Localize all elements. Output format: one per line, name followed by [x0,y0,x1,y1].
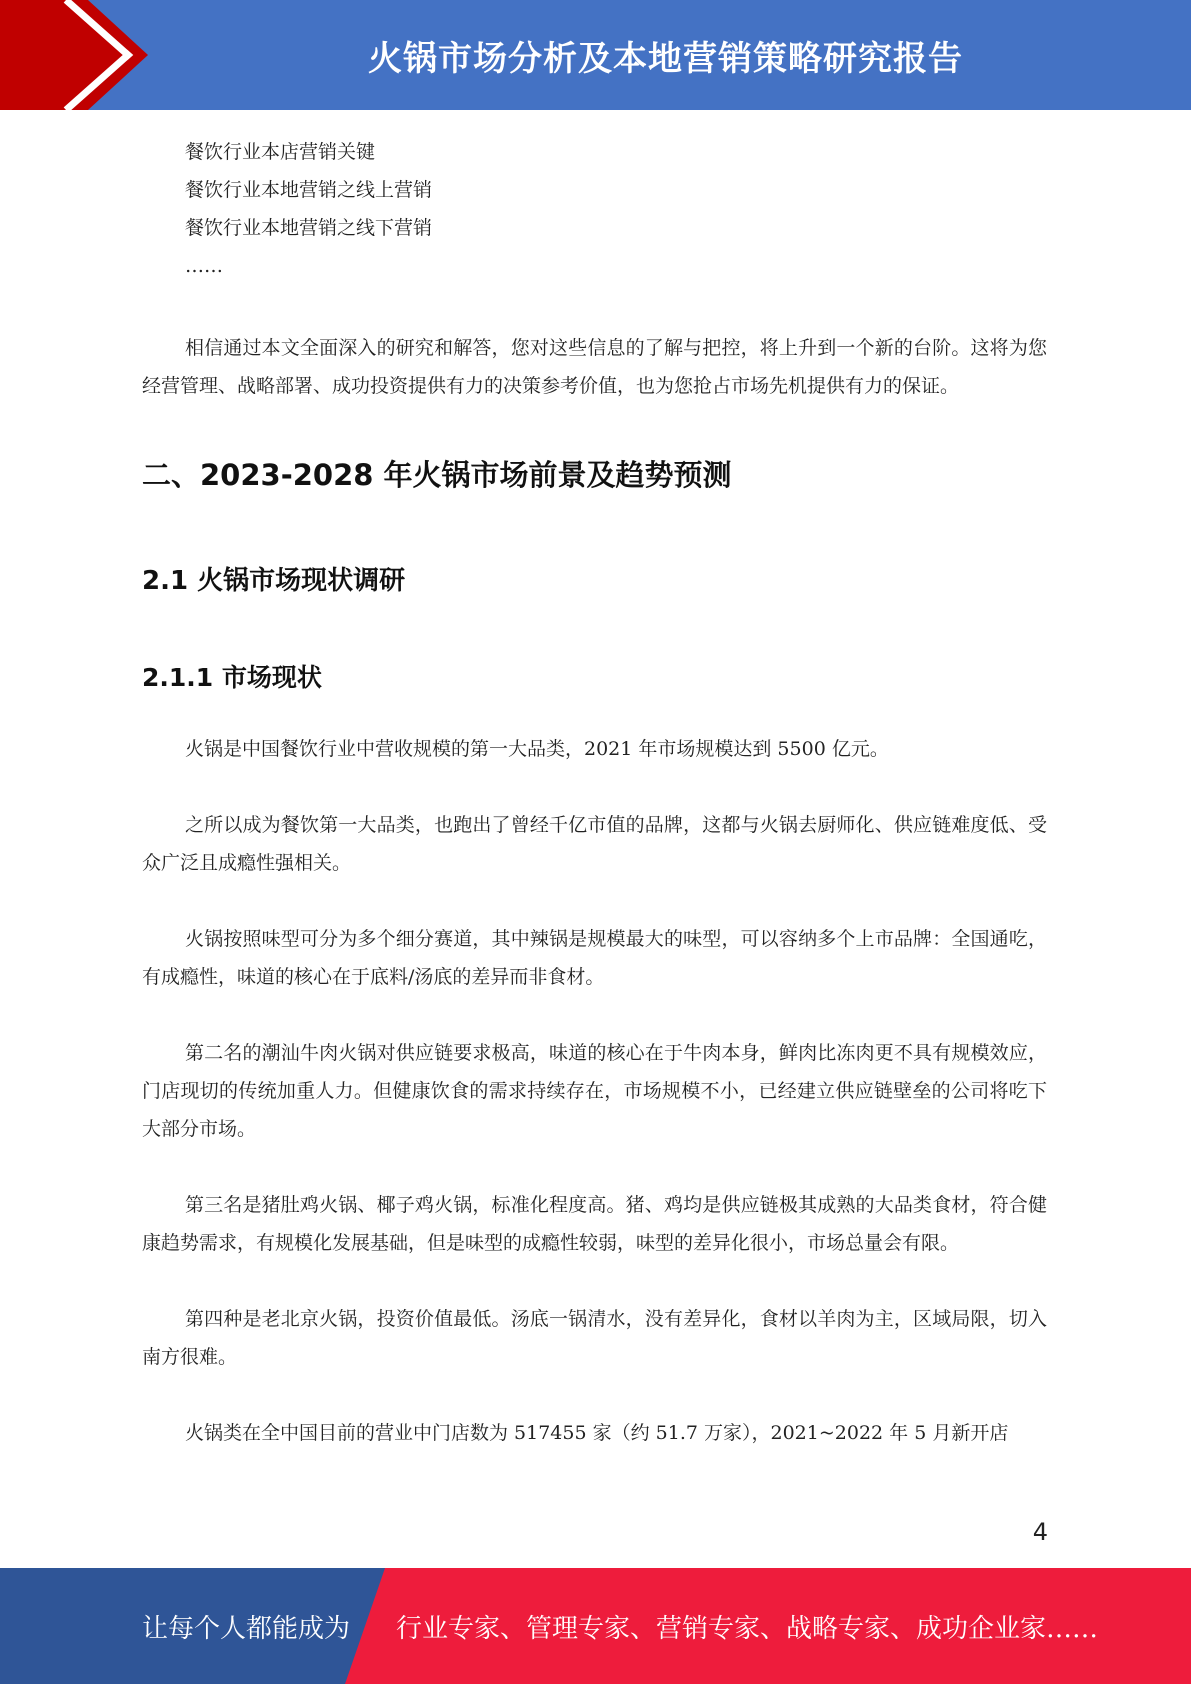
list-item: 餐饮行业本地营销之线上营销 [185,179,433,201]
intro-paragraph: 相信通过本文全面深入的研究和解答，您对这些信息的了解与把控，将上升到一个新的台阶。这将为您经营管理、战略部署、成功投资提供有力的决策参考价值，也为您抢占市场先机提供有力的保证。 [142,337,1047,397]
page-footer [0,1568,1191,1684]
paragraph: 火锅是中国餐饮行业中营收规模的第一大品类，2021 年市场规模达到 5500 亿元。 [185,738,889,760]
report-title: 火锅市场分析及本地营销策略研究报告 [368,38,963,79]
list-item: 餐饮行业本店营销关键 [185,141,376,163]
section-title: 二、2023-2028 年火锅市场前景及趋势预测 [142,458,732,492]
paragraph: 之所以成为餐饮第一大品类，也跑出了曾经千亿市值的品牌，这都与火锅去厨师化、供应链难度低、受众广泛且成瘾性强相关。 [142,814,1047,874]
page-header [0,0,1191,110]
list-item-ellipsis: …… [185,255,223,277]
subsubsection-title: 2.1.1 市场现状 [142,663,322,692]
list-item: 餐饮行业本地营销之线下营销 [185,217,433,239]
paragraph: 第四种是老北京火锅，投资价值最低。汤底一锅清水，没有差异化，食材以羊肉为主，区域局限，切入南方很难。 [142,1308,1047,1368]
subsection-title: 2.1 火锅市场现状调研 [142,566,406,596]
paragraph: 火锅按照味型可分为多个细分赛道，其中辣锅是规模最大的味型，可以容纳多个上市品牌：全国通吃，有成瘾性，味道的核心在于底料/汤底的差异而非食材。 [142,928,1047,988]
paragraph: 第三名是猪肚鸡火锅、椰子鸡火锅，标准化程度高。猪、鸡均是供应链极其成熟的大品类食材，符合健康趋势需求，有规模化发展基础，但是味型的成瘾性较弱，味型的差异化很小，市场总量会有限。 [142,1194,1047,1254]
red-chevron-decoration [0,0,150,110]
paragraph: 火锅类在全中国目前的营业中门店数为 517455 家（约 51.7 万家），2021~2022 年 5 月新开店 [185,1422,1009,1444]
footer-slogan-left: 让每个人都能成为 [142,1613,351,1644]
page-content [142,133,1047,1452]
paragraph: 第二名的潮汕牛肉火锅对供应链要求极高，味道的核心在于牛肉本身，鲜肉比冻肉更不具有规模效应，门店现切的传统加重人力。但健康饮食的需求持续存在，市场规模不小，已经建立供应链壁垒的公司将吃下大部分市场。 [142,1042,1047,1140]
footer-slogan-right: 行业专家、管理专家、营销专家、战略专家、成功企业家…… [396,1613,1099,1644]
page-number: 4 [1032,1518,1048,1546]
